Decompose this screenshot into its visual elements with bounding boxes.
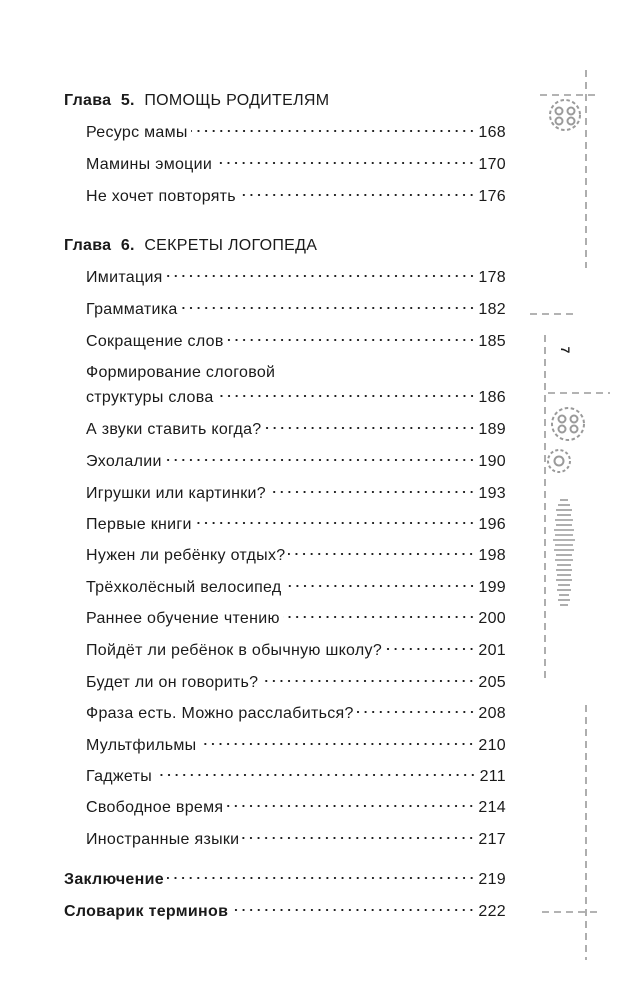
toc-entry-title: Нужен ли ребёнку отдых?	[86, 547, 286, 564]
chapter-number: 6.	[120, 237, 135, 254]
toc-entry-page: 222	[478, 903, 506, 920]
toc-entry-page: 214	[478, 799, 506, 816]
toc-entry-page: 196	[478, 516, 506, 533]
toc-entry-title: Гаджеты	[86, 768, 152, 785]
chapter-label: Глава	[64, 92, 112, 109]
toc-entry-page: 185	[478, 333, 506, 350]
toc-entry-title: Будет ли он говорить?	[86, 674, 259, 691]
toc-entry-title-line1: Формирование слоговой	[86, 364, 276, 381]
toc-entry-title: Словарик терминов	[64, 903, 229, 920]
toc-entry-page: 168	[478, 124, 506, 141]
toc-entry-page: 182	[478, 301, 506, 318]
toc-entry-page: 201	[478, 642, 506, 659]
toc-entry-page: 198	[478, 547, 506, 564]
toc-entry-title: Иностранные языки	[86, 831, 240, 848]
toc-entry-page: 219	[478, 871, 506, 888]
toc-entry-page: 190	[478, 453, 506, 470]
toc-entry-title: Фраза есть. Можно расслабиться?	[86, 705, 354, 722]
toc-entry-title: Не хочет повторять	[86, 188, 236, 205]
toc-entry-title: Ресурс мамы	[86, 124, 188, 141]
page-number: 7	[558, 346, 572, 354]
toc-entry-page: 199	[478, 579, 506, 596]
toc-entry-title: Имитация	[86, 269, 163, 286]
toc-entry-page: 186	[478, 389, 506, 406]
toc-entry-title: Раннее обучение чтению	[86, 610, 280, 627]
toc-entry-page: 211	[479, 768, 506, 785]
chapter-title: СЕКРЕТЫ ЛОГОПЕДА	[144, 237, 318, 254]
toc-entry-title: Первые книги	[86, 516, 192, 533]
toc-entry-title: Заключение	[64, 871, 164, 888]
toc-entry-title: структуры слова	[86, 389, 214, 406]
toc-entry-page: 170	[478, 156, 506, 173]
chapter-number: 5.	[120, 92, 135, 109]
toc-entry-page: 205	[478, 674, 506, 691]
toc-entry-title: Грамматика	[86, 301, 178, 318]
toc-entry-title: Мультфильмы	[86, 737, 197, 754]
toc-entry-title: Мамины эмоции	[86, 156, 213, 173]
gear-icon	[550, 100, 580, 130]
toc-entry-page: 200	[478, 610, 506, 627]
toc-entry-page: 210	[478, 737, 506, 754]
chapter-label: Глава	[64, 237, 112, 254]
toc-entry-page: 193	[478, 485, 506, 502]
toc-entry-title: А звуки ставить когда?	[86, 421, 262, 438]
toc-entry-page: 189	[478, 421, 506, 438]
chapter-title: ПОМОЩЬ РОДИТЕЛЯМ	[144, 92, 330, 109]
equalizer-icon	[553, 500, 575, 605]
toc-entry-page: 217	[478, 831, 506, 848]
toc-entry-title: Сокращение слов	[86, 333, 224, 350]
toc-entry-title: Пойдёт ли ребёнок в обычную школу?	[86, 642, 383, 659]
toc-entry-page: 176	[478, 188, 506, 205]
toc-entry-title: Игрушки или картинки?	[86, 485, 266, 502]
gear-icon	[548, 408, 584, 472]
toc-entry-title: Эхолалии	[86, 453, 162, 470]
toc-entry-page: 178	[478, 269, 506, 286]
toc-entry-page: 208	[478, 705, 506, 722]
toc-entry-title: Свободное время	[86, 799, 224, 816]
toc-entry-title: Трёхколёсный велосипед	[86, 579, 282, 596]
